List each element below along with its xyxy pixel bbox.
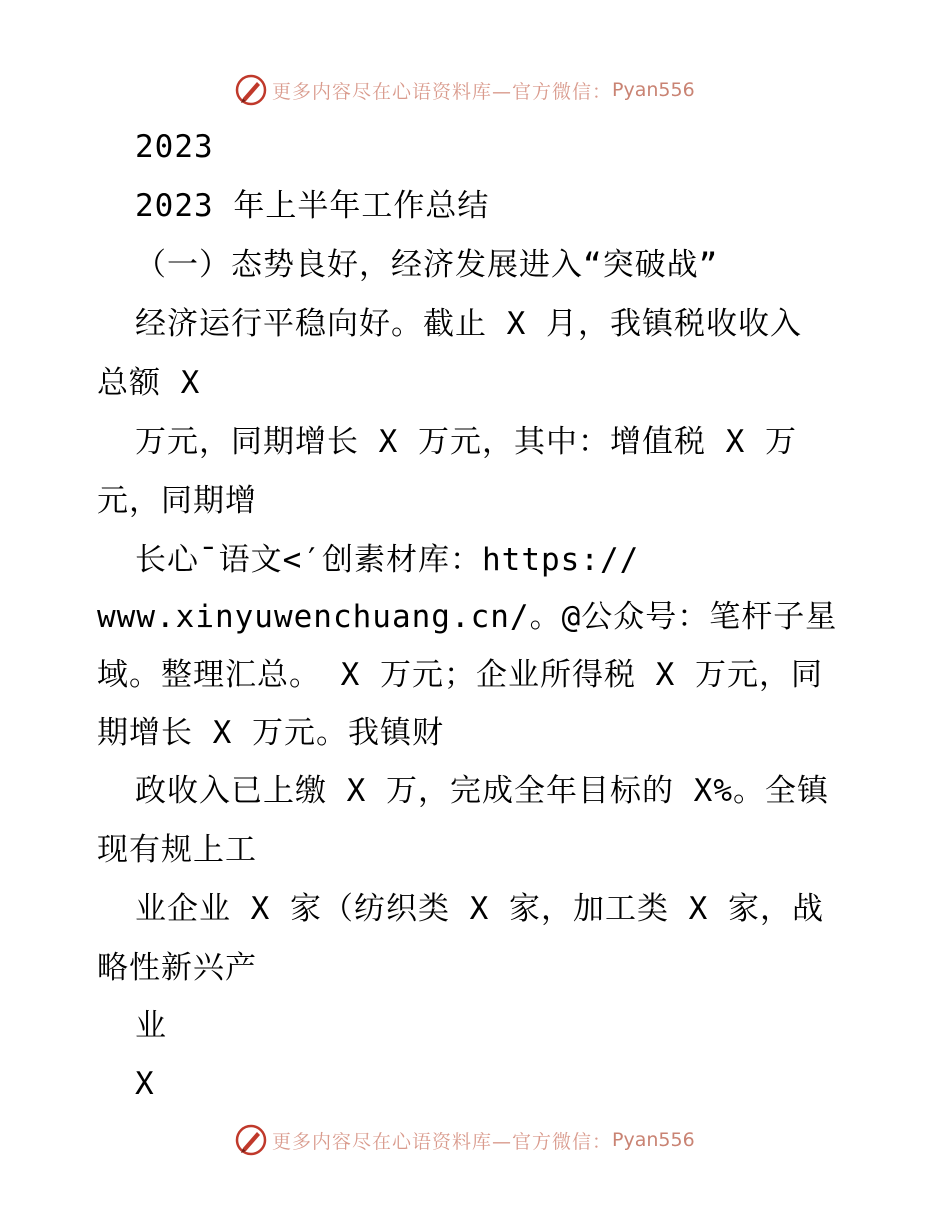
doc-line: 元，同期增 [97, 483, 257, 519]
doc-line: 期增长 X 万元。我镇财 [97, 715, 444, 751]
doc-line: 业企业 X 家（纺织类 X 家，加工类 X 家，战 [135, 891, 824, 927]
doc-line: 域。整理汇总。 X 万元；企业所得税 X 万元，同 [97, 657, 823, 693]
doc-line: 现有规上工 [97, 832, 257, 868]
doc-line-section-heading: （一）态势良好，经济发展进入“突破战” [135, 247, 719, 283]
doc-line: 政收入已上缴 X 万，完成全年目标的 X%。全镇 [135, 773, 829, 809]
doc-line: 业 [135, 1008, 167, 1044]
doc-line-title: 2023 年上半年工作总结 [135, 188, 490, 224]
footer-watermark-banner [234, 1122, 695, 1158]
pen-circle-logo-icon [234, 1123, 268, 1157]
doc-line: 略性新兴产 [97, 950, 257, 986]
doc-line: X [135, 1066, 155, 1102]
banner-wechat-id: Pyan556 [612, 1129, 695, 1151]
banner-wechat-id: Pyan556 [612, 79, 695, 101]
doc-line: 经济运行平稳向好。截止 X 月，我镇税收收入 [135, 306, 802, 342]
banner-text: 更多内容尽在心语资料库—官方微信： [272, 80, 613, 103]
banner-text: 更多内容尽在心语资料库—官方微信： [272, 1130, 613, 1153]
doc-line: 总额 X [97, 365, 201, 401]
doc-line: 万元，同期增长 X 万元，其中：增值税 X 万 [135, 424, 797, 460]
doc-line: 长心¯语文<′创素材库：https:// [135, 542, 640, 578]
doc-line-url: www.xinyuwenchuang.cn/。@公众号：笔杆子星 [97, 599, 838, 635]
doc-line-year: 2023 [135, 129, 214, 165]
